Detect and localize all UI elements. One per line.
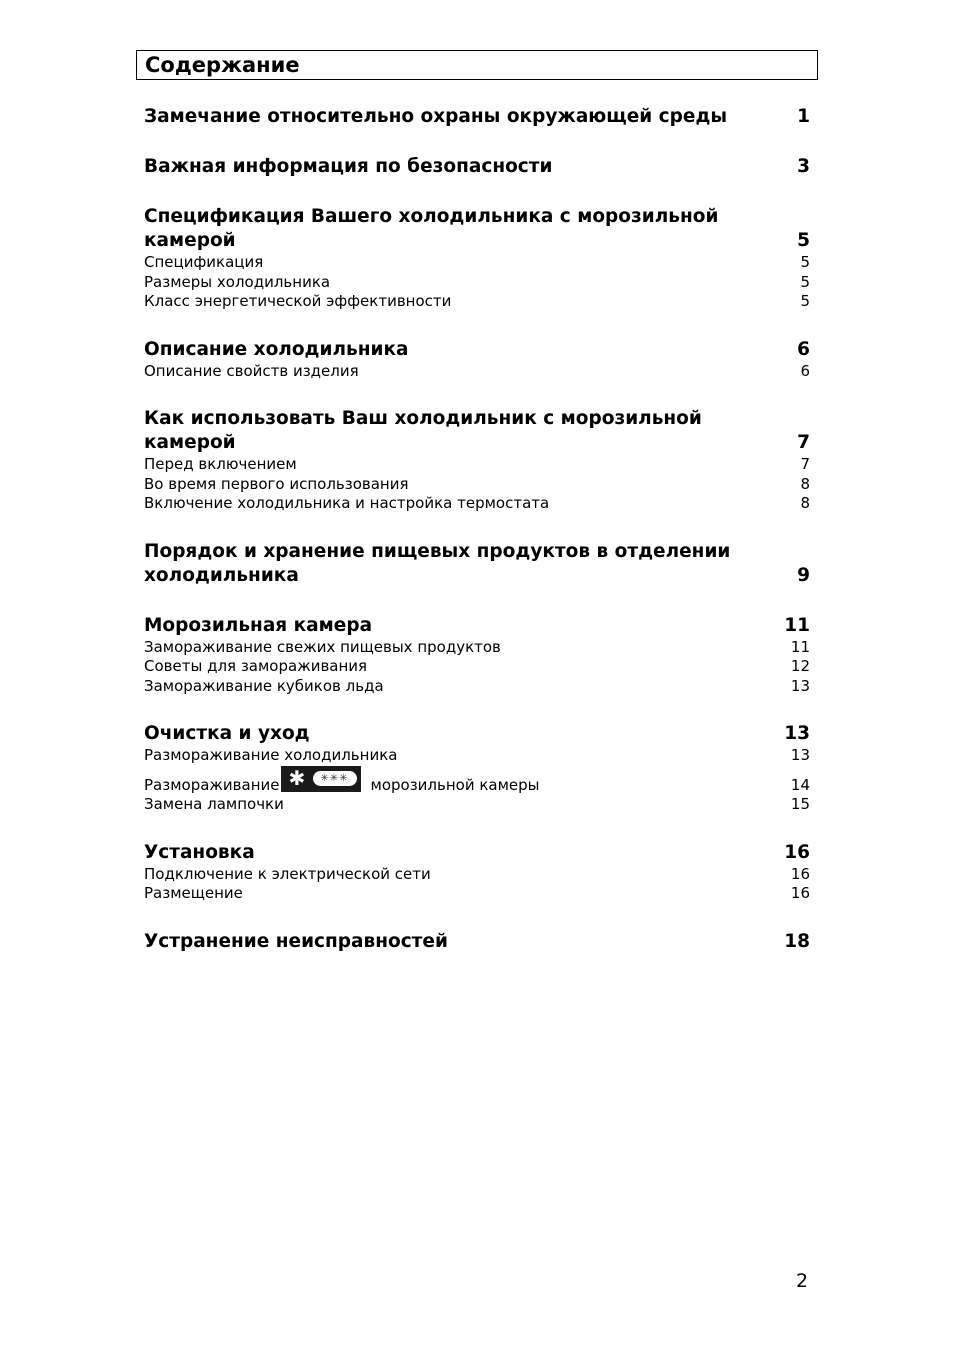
three-star-icon: ✳✳✳ [313,771,357,786]
toc-section [144,338,810,382]
toc-heading-page: 7 [797,432,810,453]
toc-section [144,841,810,904]
toc-heading-row[interactable] [144,407,810,455]
toc-section [144,155,810,179]
toc-entry-label-text: Подключение к электрической сети [144,864,431,883]
toc-heading-page: 13 [784,723,810,744]
toc-entry-label-text: Советы для замораживания [144,657,368,675]
toc-entry-label [144,638,791,658]
toc-entry-page: 8 [800,494,810,512]
toc-entry-row[interactable] [144,638,810,658]
toc-entry-row[interactable] [144,494,810,514]
table-of-contents [144,105,810,980]
toc-entry-row[interactable] [144,362,810,382]
toc-heading-title: Морозильная камера [144,614,373,636]
toc-entry-label-text: Размораживание [144,775,280,794]
toc-entry-row[interactable] [144,292,810,312]
toc-entry-label-text: Спецификация [144,253,264,271]
toc-entry-label [144,795,791,815]
toc-entry-page: 11 [790,637,810,656]
toc-heading-row[interactable] [144,105,810,129]
toc-entry-page: 15 [790,795,810,813]
toc-entry-label-continued: морозильной камеры [370,775,540,794]
toc-entry-row[interactable] [144,455,810,475]
toc-entry-page: 12 [790,657,810,675]
toc-heading-title: Очистка и уход [144,723,310,744]
toc-entry-row[interactable] [144,253,810,273]
snowflake-icon: ✱ [288,765,306,790]
toc-entry-page: 16 [790,864,810,883]
toc-entry-label [144,766,791,796]
toc-entry-label-text: Класс энергетической эффективности [144,292,452,310]
toc-entry-label [144,657,791,677]
toc-entry-page: 13 [790,746,810,764]
toc-entry-page: 7 [800,455,810,473]
toc-entry-row[interactable] [144,884,810,904]
toc-entry-row[interactable] [144,795,810,815]
toc-heading-row[interactable] [144,540,810,588]
toc-entry-row[interactable] [144,865,810,885]
toc-entry-label [144,455,800,475]
toc-heading-title: Как использовать Ваш холодильник с морозильной камерой [144,408,702,453]
toc-entry-page: 5 [800,253,810,271]
toc-section [144,105,810,129]
toc-entry-label [144,884,791,904]
toc-entry-page: 5 [800,272,810,291]
toc-heading-row[interactable] [144,205,810,253]
toc-heading-title: Порядок и хранение пищевых продуктов в отделении холодильника [144,540,731,586]
toc-heading-title: Установка [144,841,255,863]
toc-title-box [136,50,818,80]
toc-entry-label [144,273,800,293]
toc-heading-row[interactable] [144,338,810,362]
toc-heading-title: Спецификация Вашего холодильника с морозильной камерой [144,206,719,251]
toc-heading-title: Важная информация по безопасности [144,156,553,177]
toc-heading-page: 16 [784,841,810,863]
toc-section [144,540,810,588]
freezer-star-icon [281,766,361,792]
toc-entry-label [144,292,800,312]
toc-heading-row[interactable] [144,930,810,954]
toc-entry-page: 8 [800,474,810,493]
toc-section [144,722,810,815]
toc-entry-label [144,362,800,382]
toc-heading-page: 1 [797,106,810,127]
toc-entry-label-text: Во время первого использования [144,474,409,493]
toc-entry-page: 6 [800,361,810,380]
toc-section [144,407,810,514]
toc-section [144,205,810,312]
toc-entry-page: 16 [790,884,810,902]
toc-entry-label [144,677,791,697]
toc-entry-page: 5 [800,292,810,310]
toc-heading-title: Замечание относительно охраны окружающей среды [144,106,728,127]
toc-entry-label-text: Размеры холодильника [144,272,331,291]
toc-heading-page: 6 [797,338,810,360]
toc-heading-row[interactable] [144,614,810,638]
toc-entry-label-text: Размещение [144,884,243,902]
toc-entry-row[interactable] [144,475,810,495]
toc-entry-row[interactable] [144,273,810,293]
toc-entry-row[interactable] [144,746,810,766]
toc-heading-row[interactable] [144,155,810,179]
toc-title: Содержание [145,53,300,77]
toc-heading-page: 9 [797,564,810,586]
toc-heading-row[interactable] [144,841,810,865]
toc-entry-page: 13 [790,676,810,695]
toc-entry-label [144,494,800,514]
toc-entry-label-text: Замораживание свежих пищевых продуктов [144,637,501,656]
toc-entry-label-text: Перед включением [144,455,297,473]
toc-heading-title: Описание холодильника [144,338,409,360]
toc-entry-label-text: Включение холодильника и настройка термостата [144,494,550,512]
toc-entry-page: 14 [790,775,810,794]
toc-heading-page: 3 [797,156,810,177]
toc-heading-row[interactable] [144,722,810,746]
toc-heading-title: Устранение неисправностей [144,930,448,952]
toc-entry-label [144,746,791,766]
toc-entry-label [144,253,800,273]
page-number: 2 [796,1270,809,1292]
toc-heading-page: 5 [797,230,810,251]
toc-entry-label-text: Замена лампочки [144,795,284,813]
toc-entry-label-text: Замораживание кубиков льда [144,676,384,695]
toc-heading-page: 11 [784,614,810,636]
toc-section [144,930,810,954]
toc-section [144,614,810,697]
toc-entry-label [144,865,791,885]
toc-entry-label-text: Описание свойств изделия [144,361,359,380]
toc-entry-row[interactable] [144,657,810,677]
toc-heading-page: 18 [784,930,810,952]
toc-entry-row[interactable] [144,766,810,796]
toc-entry-label [144,475,800,495]
toc-entry-label-text: Размораживание холодильника [144,746,398,764]
toc-entry-row[interactable] [144,677,810,697]
